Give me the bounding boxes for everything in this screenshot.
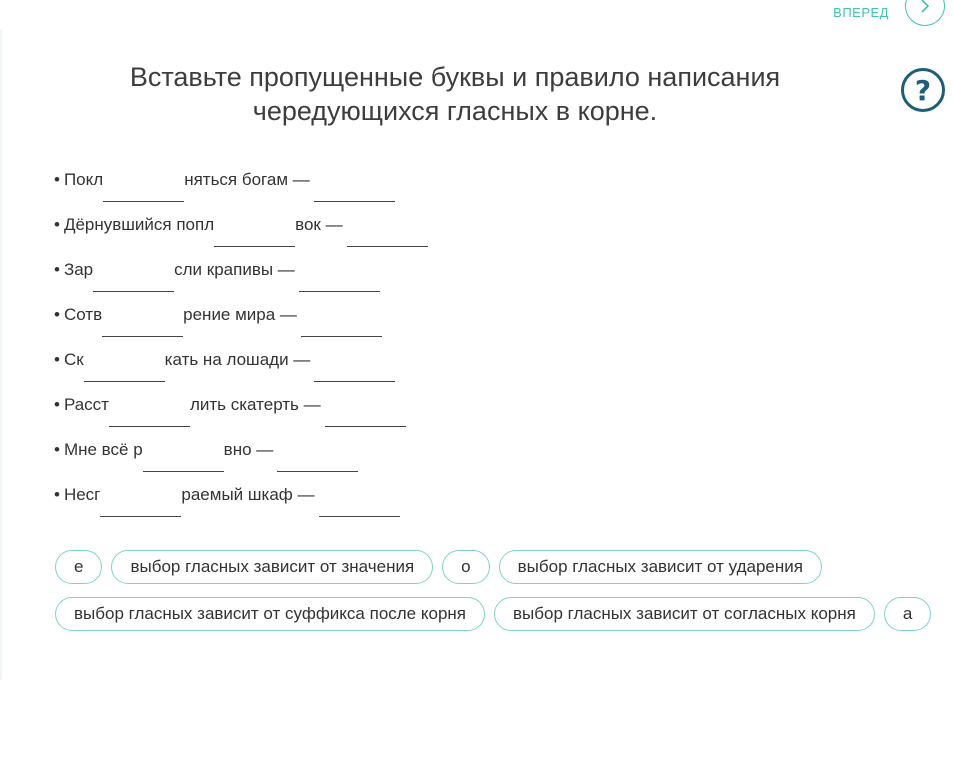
bullet: • xyxy=(54,170,60,189)
question-text-after: вок — xyxy=(295,215,343,234)
question-item xyxy=(54,346,428,391)
question-item xyxy=(54,391,428,436)
letter-drop-slot[interactable] xyxy=(93,256,174,292)
question-icon: ? xyxy=(914,73,932,107)
question-text-before: Несг xyxy=(63,485,101,504)
bullet: • xyxy=(54,260,60,279)
answer-options xyxy=(55,550,945,631)
rule-drop-slot[interactable] xyxy=(347,211,428,247)
question-text-before: Зар xyxy=(63,260,94,279)
option-chip[interactable]: выбор гласных зависит от ударения xyxy=(499,550,822,584)
rule-drop-slot[interactable] xyxy=(325,391,406,427)
question-list xyxy=(54,166,428,526)
question-text-before: Расст xyxy=(63,395,109,414)
letter-drop-slot[interactable] xyxy=(102,301,183,337)
option-chip[interactable]: а xyxy=(884,597,931,631)
task-title-line-2: чередующихся гласных в корне. xyxy=(252,96,658,126)
question-text-after: вно — xyxy=(223,440,274,459)
question-item xyxy=(54,436,428,481)
rule-drop-slot[interactable] xyxy=(314,166,395,202)
option-chip[interactable]: выбор гласных зависит от значения xyxy=(111,550,433,584)
rule-drop-slot[interactable] xyxy=(299,256,380,292)
question-text-before: Дёрнувшийся попл xyxy=(63,215,215,234)
next-label[interactable]: ВПЕРЕД xyxy=(833,4,889,20)
rule-drop-slot[interactable] xyxy=(301,301,382,337)
bullet: • xyxy=(54,395,60,414)
rule-drop-slot[interactable] xyxy=(314,346,395,382)
letter-drop-slot[interactable] xyxy=(103,166,184,202)
question-item xyxy=(54,166,428,211)
rule-drop-slot[interactable] xyxy=(277,436,358,472)
question-text-before: Сотв xyxy=(63,305,103,324)
question-text-after: лить скатерть — xyxy=(189,395,321,414)
nav-next[interactable] xyxy=(833,0,945,26)
option-chip[interactable]: о xyxy=(442,550,489,584)
letter-drop-slot[interactable] xyxy=(143,436,224,472)
bullet: • xyxy=(54,305,60,324)
question-text-before: Ск xyxy=(63,350,84,369)
question-text-before: Мне всё р xyxy=(63,440,143,459)
left-edge-strip xyxy=(0,30,2,680)
bullet: • xyxy=(54,350,60,369)
question-item xyxy=(54,211,428,256)
bullet: • xyxy=(54,440,60,459)
option-chip[interactable]: е xyxy=(55,550,102,584)
bullet: • xyxy=(54,485,60,504)
question-item xyxy=(54,256,428,301)
question-item xyxy=(54,301,428,346)
question-item xyxy=(54,481,428,526)
help-button[interactable] xyxy=(901,68,945,112)
question-text-after: сли крапивы — xyxy=(174,260,295,279)
bullet: • xyxy=(54,215,60,234)
option-chip[interactable]: выбор гласных зависит от суффикса после корня xyxy=(55,597,485,631)
rule-drop-slot[interactable] xyxy=(319,481,400,517)
letter-drop-slot[interactable] xyxy=(214,211,295,247)
next-button[interactable] xyxy=(905,0,945,26)
question-text-after: раемый шкаф — xyxy=(181,485,315,504)
chevron-right-icon xyxy=(918,0,932,13)
letter-drop-slot[interactable] xyxy=(109,391,190,427)
question-text-before: Покл xyxy=(63,170,104,189)
letter-drop-slot[interactable] xyxy=(100,481,181,517)
question-text-after: кать на лошади — xyxy=(164,350,311,369)
question-text-after: рение мира — xyxy=(183,305,297,324)
question-text-after: няться богам — xyxy=(184,170,310,189)
task-title-line-1: Вставьте пропущенные буквы и правило написания xyxy=(129,62,781,92)
option-chip[interactable]: выбор гласных зависит от согласных корня xyxy=(494,597,875,631)
letter-drop-slot[interactable] xyxy=(84,346,165,382)
task-title xyxy=(60,60,850,128)
